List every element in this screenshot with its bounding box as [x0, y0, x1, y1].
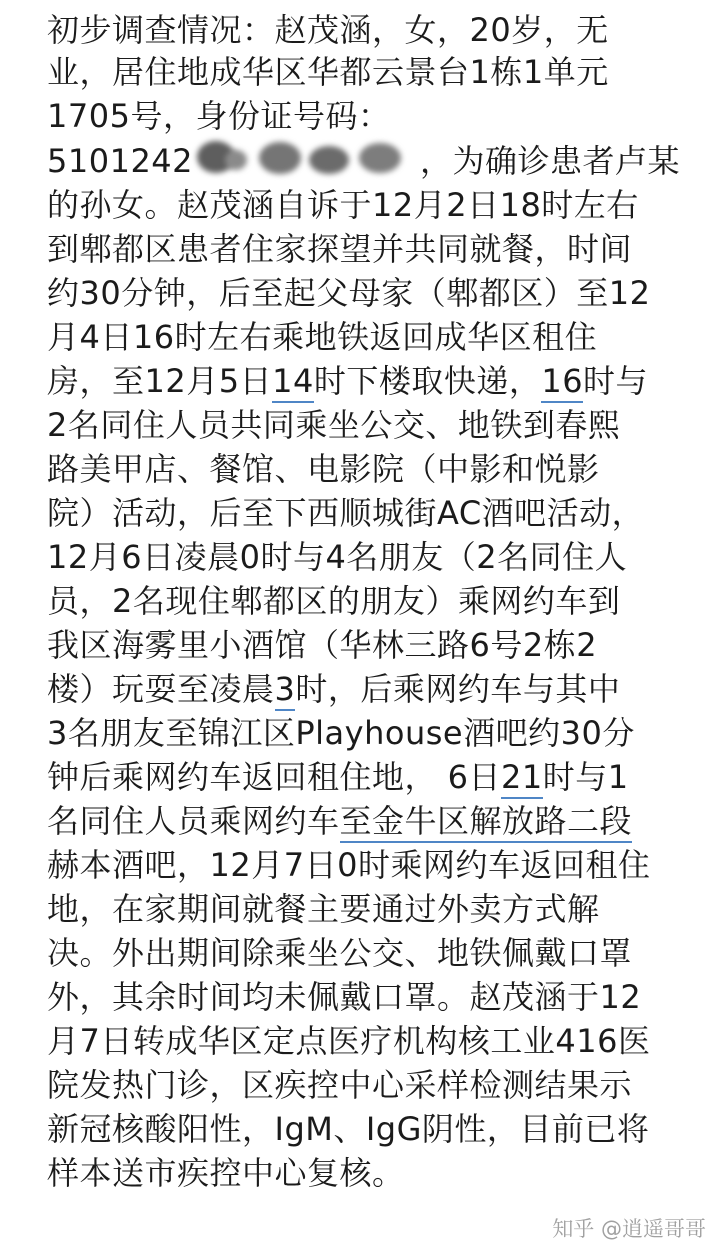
text-line: 新冠核酸阳性，IgM、IgG阴性，目前已将	[47, 1110, 650, 1148]
text-line: 名同住人员乘网约车至金牛区解放路二段	[47, 795, 632, 847]
text-line: 路美甲店、餐馆、电影院（中影和悦影	[47, 450, 600, 488]
text-line: 业，居住地成华区华都云景台1栋1单元	[47, 53, 609, 91]
zhihu-watermark: 知乎 @逍遥哥哥	[552, 1217, 706, 1241]
text-line: 5101242 ，为确诊患者卢某	[47, 135, 680, 187]
text-line: 我区海雾里小酒馆（华林三路6号2栋2	[47, 626, 598, 664]
text-line: 月7日转成华区定点医疗机构核工业416医	[47, 1022, 651, 1060]
text-line: 样本送市疾控中心复核。	[47, 1154, 405, 1192]
text-line: 地，在家期间就餐主要通过外卖方式解	[47, 890, 600, 928]
underlined-location: 至金牛区解放路二段	[340, 802, 633, 843]
text-line: 院发热门诊，区疾控中心采样检测结果示	[47, 1066, 633, 1104]
text-line: 约30分钟，后至起父母家（郫都区）至12	[47, 274, 651, 312]
text-line: 外，其余时间均未佩戴口罩。赵茂涵于12	[47, 978, 642, 1016]
text-line: 房，至12月5日14时下楼取快递，16时与	[47, 355, 648, 407]
text-line: 楼）玩耍至凌晨3时，后乘网约车与其中	[47, 663, 620, 715]
text-line: 决。外出期间除乘坐公交、地铁佩戴口罩	[47, 934, 633, 972]
text-line: 钟后乘网约车返回租住地， 6日21时与1	[47, 751, 629, 803]
text-line: 到郫都区患者住家探望并共同就餐，时间	[47, 230, 633, 268]
text-line: 月4日16时左右乘地铁返回成华区租住	[47, 318, 598, 356]
text-line: 3名朋友至锦江区Playhouse酒吧约30分	[47, 714, 635, 752]
text-line: 院）活动，后至下西顺城街AC酒吧活动，	[47, 494, 645, 532]
text-line: 12月6日凌晨0时与4名朋友（2名同住人	[47, 538, 628, 576]
text-line: 1705号，身份证号码：	[47, 97, 391, 135]
underlined-time: 21	[501, 758, 543, 799]
text-line: 初步调查情况：赵茂涵，女，20岁，无	[47, 11, 609, 49]
text-line: 员，2名现住郫都区的朋友）乘网约车到	[47, 582, 621, 620]
document-text	[47, 0, 687, 1255]
text-line: 2名同住人员共同乘坐公交、地铁到春熙	[47, 406, 621, 444]
text-line: 赫本酒吧，12月7日0时乘网约车返回租住	[47, 846, 651, 884]
underlined-time: 16	[541, 362, 583, 403]
id-redaction-blur	[193, 138, 408, 178]
text-line: 的孙女。赵茂涵自诉于12月2日18时左右	[47, 186, 639, 224]
underlined-time: 14	[272, 362, 314, 403]
underlined-time: 3	[275, 670, 296, 711]
